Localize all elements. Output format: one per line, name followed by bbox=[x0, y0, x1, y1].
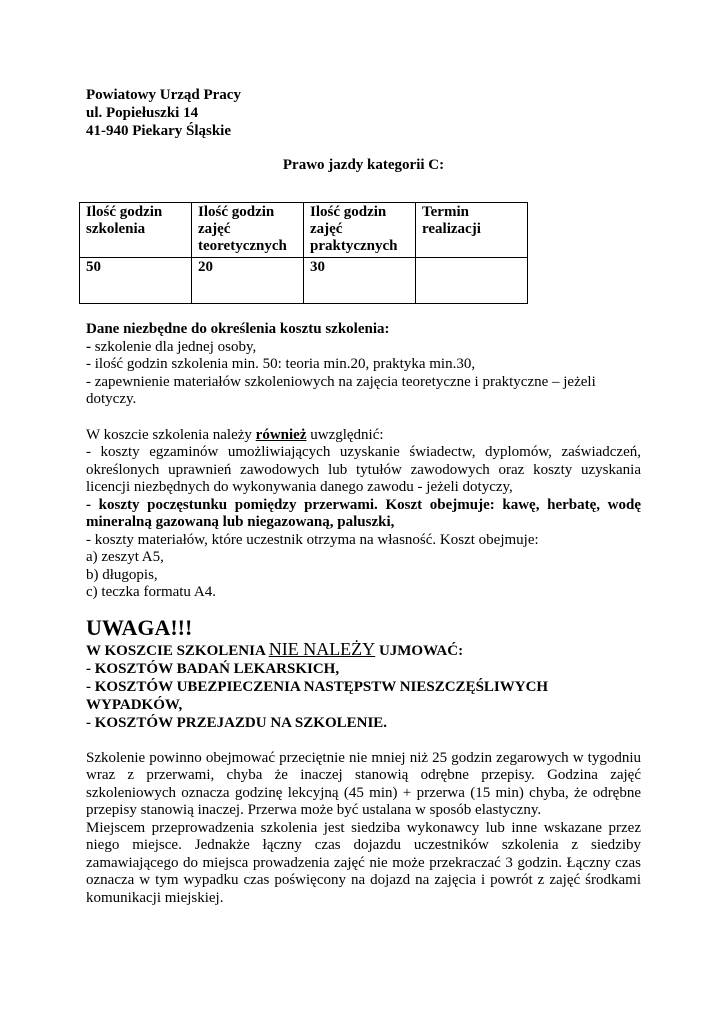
warning-item: - KOSZTÓW PRZEJAZDU NA SZKOLENIE. bbox=[86, 714, 388, 731]
hours-table bbox=[79, 202, 528, 304]
table-row bbox=[80, 258, 528, 304]
include-intro bbox=[86, 427, 641, 445]
rules-paragraph-1: Szkolenie powinno obejmować przeciętnie nie mniej niż 25 godzin zegarowych w tygodniu wraz z przerwami, chyba że inaczej stanowią odrębne przepisy. Godzina zajęć szkoleniowych oznacza godzinę lekcyjną (45 min) + przerwa (15 min) chyba, że odrębne przepisy stanowią inaczej. Przerwa może być ustalana w sposób elastyczny. bbox=[86, 749, 641, 818]
address-line-3: 41-940 Piekary Śląskie bbox=[86, 123, 231, 139]
warning-section bbox=[86, 616, 641, 732]
value-term bbox=[416, 258, 528, 304]
office-address bbox=[86, 86, 641, 140]
materials-list-item: b) długopis, bbox=[86, 566, 158, 583]
include-intro-pre: W koszcie szkolenia należy bbox=[86, 426, 256, 443]
warning-line bbox=[86, 640, 641, 660]
include-exams: - koszty egzaminów umożliwiających uzyskanie świadectw, dyplomów, zaświadczeń, określonych uprawnień zawodowych lub tytułów zawodowych oraz koszty uzyskania licencji niezbędnych do wykonywania danego zawodu - jeżeli dotyczy, bbox=[86, 444, 641, 495]
cost-data-item-text: szkolenie dla jednej osoby, bbox=[94, 338, 257, 355]
header-theory-hours: Ilość godzin zajęć teoretycznych bbox=[192, 203, 304, 258]
header-term: Termin realizacji bbox=[416, 203, 528, 258]
warning-item: - KOSZTÓW BADAŃ LEKARSKICH, bbox=[86, 660, 340, 677]
warning-title: UWAGA!!! bbox=[86, 614, 193, 640]
document-page bbox=[86, 86, 641, 907]
header-practice-hours: Ilość godzin zajęć praktycznych bbox=[304, 203, 416, 258]
cost-data-item bbox=[86, 339, 641, 357]
include-materials: - koszty materiałów, które uczestnik otrzyma na własność. Koszt obejmuje: bbox=[86, 531, 539, 548]
include-intro-emph: również bbox=[255, 426, 307, 443]
value-total-hours: 50 bbox=[80, 258, 192, 304]
table-header-row bbox=[80, 203, 528, 258]
include-snacks: - koszty poczęstunku pomiędzy przerwami. Koszt obejmuje: kawę, herbatę, wodę mineralną gazowaną lub niegazowaną, paluszki, bbox=[86, 496, 641, 530]
warning-item: - KOSZTÓW UBEZPIECZENIA NASTĘPSTW NIESZCZĘŚLIWYCH WYPADKÓW, bbox=[86, 678, 549, 713]
warning-line-post: UJMOWAĆ: bbox=[375, 642, 464, 659]
cost-data-section bbox=[86, 321, 641, 409]
document-title: Prawo jazdy kategorii C: bbox=[282, 157, 445, 173]
cost-data-dash: - bbox=[86, 338, 91, 355]
cost-data-item: - ilość godzin szkolenia min. 50: teoria min.20, praktyka min.30, bbox=[86, 356, 476, 372]
include-section bbox=[86, 427, 641, 602]
header-total-hours: Ilość godzin szkolenia bbox=[80, 203, 192, 258]
rules-section bbox=[86, 750, 641, 908]
warning-line-pre: W KOSZCIE SZKOLENIA bbox=[86, 642, 269, 659]
address-line-1: Powiatowy Urząd Pracy bbox=[86, 87, 241, 103]
materials-list-item: a) zeszyt A5, bbox=[86, 549, 164, 565]
rules-paragraph-2: Miejscem przeprowadzenia szkolenia jest siedziba wykonawcy lub inne wskazane przez niego miejsce. Jednakże łączny czas dojazdu uczestników szkolenia z siedziby zamawiającego do miejsca prowadzenia zajęć nie może przekraczać 3 godzin. Łączny czas oznacza w tym wypadku czas poświęcony na dojazd na zajęcia i powrót z zajęć środkami komunikacji miejskiej. bbox=[86, 819, 641, 906]
materials-list-item: c) teczka formatu A4. bbox=[86, 584, 216, 600]
cost-data-heading: Dane niezbędne do określenia kosztu szkolenia: bbox=[86, 321, 390, 337]
include-intro-post: uwzględnić: bbox=[306, 426, 384, 443]
address-line-2: ul. Popiełuszki 14 bbox=[86, 105, 199, 121]
warning-line-emph: NIE NALEŻY bbox=[268, 638, 376, 659]
cost-data-item: - zapewnienie materiałów szkoleniowych na zajęcia teoretyczne i praktyczne – jeżeli dotyczy. bbox=[86, 373, 596, 407]
value-theory-hours: 20 bbox=[192, 258, 304, 304]
value-practice-hours: 30 bbox=[304, 258, 416, 304]
